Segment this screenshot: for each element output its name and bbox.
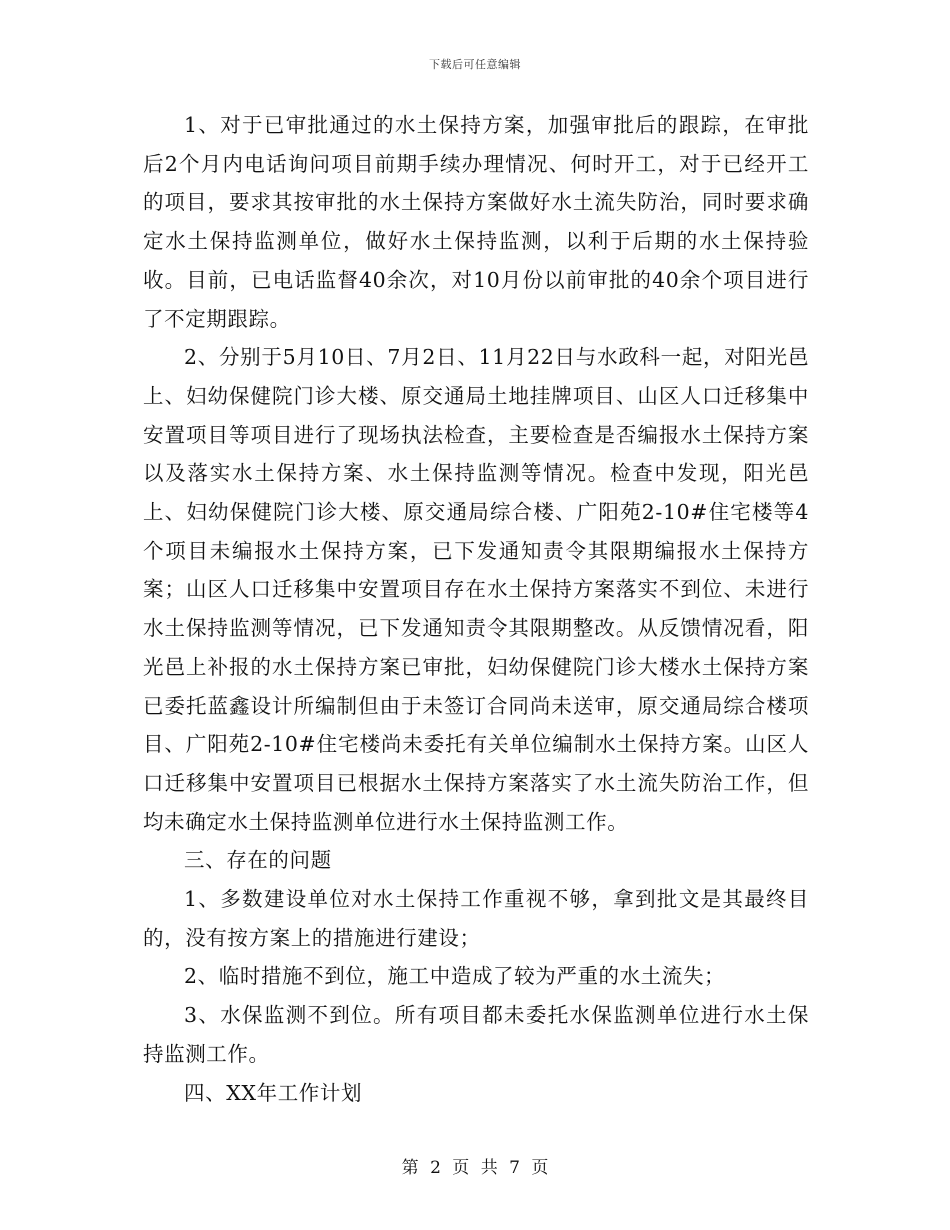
header-note: 下载后可任意编辑 <box>429 58 521 71</box>
paragraph-problem-1: 1、多数建设单位对水土保持工作重视不够，拿到批文是其最终目的，没有按方案上的措施进行建设； <box>143 887 809 950</box>
page-number: 第 2 页 共 7 页 <box>401 1158 549 1178</box>
paragraph-field-inspection: 2、分别于5月10日、7月2日、11月22日与水政科一起，对阳光邑上、妇幼保健院门诊大楼、原交通局土地挂牌项目、山区人口迁移集中安置项目等项目进行了现场执法检查，主要检查是否编报水土保持方案以及落实水土保持方案、水土保持监测等情况。检查中发现，阳光邑上、妇幼保健院门诊大楼、原交通局综合楼、广阳苑2-10#住宅楼等4个项目未编报水土保持方案，已下发通知责令其限期编报水土保持方案；山区人口迁移集中安置项目存在水土保持方案落实不到位、未进行水土保持监测等情况，已下发通知责令其限期整改。从反馈情况看，阳光邑上补报的水土保持方案已审批，妇幼保健院门诊大楼水土保持方案已委托蓝鑫设计所编制但由于未签订合同尚未送审，原交通局综合楼项目、广阳苑2-10#住宅楼尚未委托有关单位编制水土保持方案。山区人口迁移集中安置项目已根据水土保持方案落实了水土流失防治工作，但均未确定水土保持监测单位进行水土保持监测工作。 <box>143 345 809 834</box>
section-heading-problems: 三、存在的问题 <box>184 848 332 873</box>
paragraph-problem-3: 3、水保监测不到位。所有项目都未委托水保监测单位进行水土保持监测工作。 <box>143 1003 809 1066</box>
paragraph-problem-2: 2、临时措施不到位，施工中造成了较为严重的水土流失； <box>184 964 726 989</box>
document-body <box>143 106 809 1112</box>
paragraph-followup-tracking: 1、对于已审批通过的水土保持方案，加强审批后的跟踪，在审批后2个月内电话询问项目前期手续办理情况、何时开工，对于已经开工的项目，要求其按审批的水土保持方案做好水土流失防治，同时要求确定水土保持监测单位，做好水土保持监测，以利于后期的水土保持验收。目前，已电话监督40余次，对10月份以前审批的40余个项目进行了不定期跟踪。 <box>143 113 809 331</box>
section-heading-work-plan: 四、XX年工作计划 <box>184 1080 363 1105</box>
